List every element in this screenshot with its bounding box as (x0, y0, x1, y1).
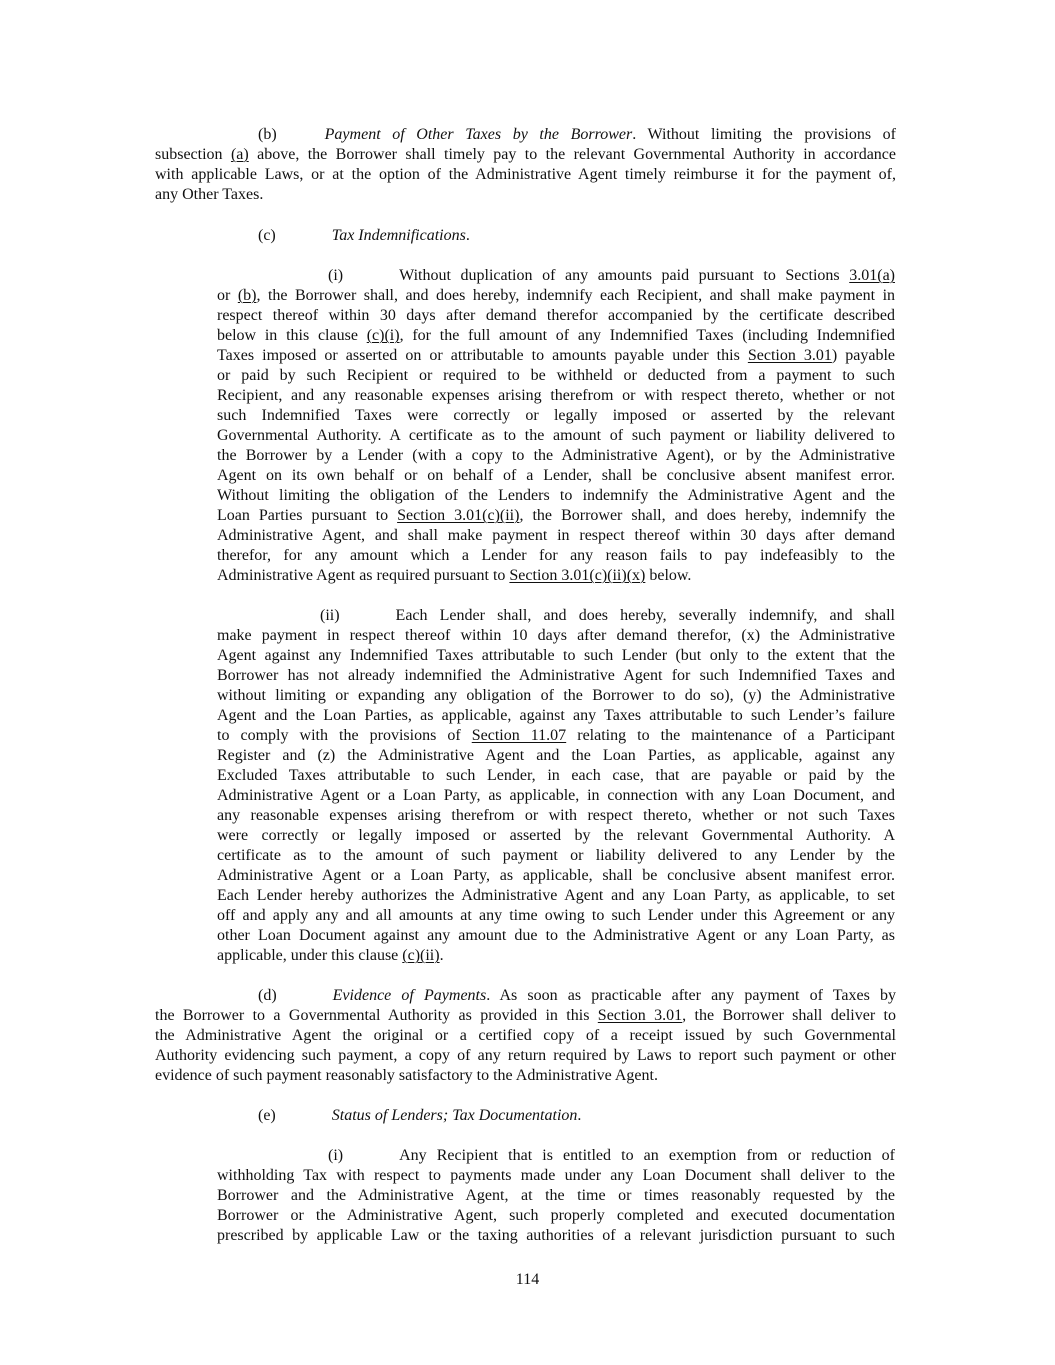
text-run: Recipient, and any reasonable expenses arising therefrom or with respect thereto, whether or not (217, 387, 895, 404)
text-line (217, 766, 895, 786)
cross-reference-link: Section 3.01(c)(ii) (397, 507, 520, 524)
text-run (277, 987, 333, 1004)
text-run: were correctly or legally imposed or asserted by the relevant Governmental Authority. A (217, 827, 895, 844)
text-line (258, 226, 858, 246)
text-line (217, 1186, 895, 1206)
text-run: . (439, 947, 444, 964)
text-run: Loan Parties pursuant to (217, 507, 398, 524)
cross-reference-link: 3.01(a) (849, 267, 895, 284)
text-line (217, 1226, 895, 1246)
text-run: above, the Borrower shall timely pay to the relevant Governmental Authority in accordance (248, 146, 896, 163)
text-line (217, 346, 895, 366)
text-run: the Borrower by a Lender (with a copy to the Administrative Agent), or by the Administrative (217, 447, 895, 464)
text-line (217, 846, 895, 866)
text-line (155, 1046, 896, 1066)
text-run: Each Lender shall, and does hereby, severally indemnify, and shall (395, 607, 895, 624)
cross-reference-link: (c)(ii) (402, 947, 440, 964)
text-line (217, 726, 895, 746)
text-run: withholding Tax with respect to payments made under any Loan Document shall deliver to the (217, 1167, 895, 1184)
text-run: Administrative Agent, and shall make payment in respect thereof within 30 days after demand (217, 527, 895, 544)
text-run: , the Borrower shall, and does hereby, indemnify each Recipient, and shall make payment in (256, 287, 896, 304)
text-line (155, 1006, 896, 1026)
text-line (328, 266, 895, 286)
section-heading: Payment of Other Taxes by the Borrower (324, 126, 633, 143)
text-run: subsection (155, 146, 231, 163)
text-run (340, 607, 396, 624)
text-run: . Without limiting the provisions of (632, 126, 896, 143)
text-line (217, 326, 895, 346)
text-line (217, 486, 895, 506)
text-run: Agent against any Indemnified Taxes attributable to such Lender (but only to the extent that the (217, 647, 895, 664)
text-line (258, 125, 896, 145)
text-run: below in this clause (217, 327, 367, 344)
text-line (155, 185, 896, 205)
text-run: or (217, 287, 238, 304)
text-line (258, 986, 896, 1006)
text-run: with applicable Laws, or at the option of the Administrative Agent timely reimburse it for the payment of, (155, 166, 896, 183)
text-line (217, 426, 895, 446)
text-run (277, 126, 325, 143)
text-line (217, 786, 895, 806)
cross-reference-link: Section 3.01 (597, 1007, 683, 1024)
text-run: or paid by such Recipient or required to be withheld or deducted from a payment to such (217, 367, 895, 384)
text-line (217, 806, 895, 826)
text-line (217, 686, 895, 706)
text-run: such Indemnified Taxes were correctly or legally imposed or asserted by the relevant (217, 407, 895, 424)
text-line (155, 145, 896, 165)
text-run: , for the full amount of any Indemnified Taxes (including Indemnified (399, 327, 896, 344)
text-run: applicable, under this clause (217, 947, 403, 964)
text-run: Administrative Agent or a Loan Party, as applicable, in connection with any Loan Document, and (217, 787, 895, 804)
text-line (217, 446, 895, 466)
text-run: (ii) (320, 607, 340, 624)
text-run: without limiting or expanding any obligation of the Borrower to do so), (y) the Administrative (217, 687, 895, 704)
text-line (217, 886, 895, 906)
text-run: Without limiting the obligation of the Lenders to indemnify the Administrative Agent and the (217, 487, 895, 504)
text-run: Governmental Authority. A certificate as to the amount of such payment or liability delivered to (217, 427, 895, 444)
text-line (258, 1106, 858, 1126)
text-line (217, 546, 895, 566)
text-run: Agent on its own behalf or on behalf of a Lender, shall be conclusive absent manifest error. (217, 467, 895, 484)
text-run: . As soon as practicable after any payment of Taxes by (486, 987, 896, 1004)
text-run: Any Recipient that is entitled to an exemption from or reduction of (399, 1147, 895, 1164)
text-run: (d) (258, 987, 277, 1004)
text-run: any reasonable expenses arising therefrom or with respect thereto, whether or not such Taxes (217, 807, 895, 824)
text-run: (b) (258, 126, 277, 143)
text-run: prescribed by applicable Law or the taxing authorities of a relevant jurisdiction pursuant to such (217, 1227, 895, 1244)
text-line (217, 506, 895, 526)
text-line (320, 606, 895, 626)
text-line (217, 1206, 895, 1226)
text-line (155, 1026, 896, 1046)
text-run: Borrower has not already indemnified the Administrative Agent for such Indemnified Taxes and (217, 667, 895, 684)
text-run: Register and (z) the Administrative Agent and the Loan Parties, as applicable, against any (217, 747, 895, 764)
text-run: Administrative Agent as required pursuant to (217, 567, 510, 584)
text-run: make payment in respect thereof within 10 days after demand therefor, (x) the Administrative (217, 627, 895, 644)
text-run: (c) (258, 227, 276, 244)
text-line (217, 826, 895, 846)
text-run: relating to the maintenance of a Participant (566, 727, 895, 744)
text-line (217, 666, 895, 686)
text-line (217, 746, 895, 766)
text-line (217, 706, 895, 726)
text-run: evidence of such payment reasonably satisfactory to the Administrative Agent. (155, 1067, 658, 1084)
cross-reference-link: Section 3.01 (747, 347, 832, 364)
text-run: . (577, 1107, 582, 1124)
text-run: Agent and the Loan Parties, as applicable, against any Taxes attributable to such Lender’s failure (217, 707, 895, 724)
text-line (217, 646, 895, 666)
text-run: certificate as to the amount of such payment or liability delivered to any Lender by the (217, 847, 895, 864)
text-run: below. (645, 567, 692, 584)
text-line (217, 466, 895, 486)
text-run: Without duplication of any amounts paid pursuant to Sections (399, 267, 850, 284)
text-run: to comply with the provisions of (217, 727, 472, 744)
text-run: Authority evidencing such payment, a copy of any return required by Laws to report such payment or other (155, 1047, 896, 1064)
text-line (217, 866, 895, 886)
cross-reference-link: (b) (237, 287, 257, 304)
text-run (276, 227, 332, 244)
text-line (217, 926, 895, 946)
cross-reference-link: (a) (230, 146, 249, 163)
text-run: ) payable (831, 347, 896, 364)
text-run: therefor, for any amount which a Lender for any reason fails to pay indefeasibly to the (217, 547, 895, 564)
text-run: off and apply any and all amounts at any time owing to such Lender under this Agreement or any (217, 907, 895, 924)
text-line (217, 286, 895, 306)
text-run: other Loan Document against any amount due to the Administrative Agent or any Loan Party, as (217, 927, 895, 944)
text-line (217, 626, 895, 646)
text-run (343, 1147, 399, 1164)
text-run: any Other Taxes. (155, 186, 264, 203)
text-line (328, 1146, 895, 1166)
text-run: (i) (328, 267, 344, 284)
text-line (217, 946, 895, 966)
cross-reference-link: Section 11.07 (471, 727, 567, 744)
page-number: 114 (515, 1271, 540, 1288)
text-run: , the Borrower shall, and does hereby, indemnify the (519, 507, 896, 524)
text-run: (i) (328, 1147, 344, 1164)
text-run: Borrower or the Administrative Agent, such properly completed and executed documentation (217, 1207, 895, 1224)
text-line (217, 566, 895, 586)
text-line (217, 906, 895, 926)
text-run (343, 267, 399, 284)
cross-reference-link: Section 3.01(c)(ii)(x) (509, 567, 646, 584)
text-line (155, 1066, 896, 1086)
text-run: Excluded Taxes attributable to such Lender, in each case, that are payable or paid by the (217, 767, 895, 784)
cross-reference-link: (c)(i) (366, 327, 400, 344)
text-line (217, 406, 895, 426)
text-line (217, 366, 895, 386)
text-line (217, 526, 895, 546)
text-line (217, 1166, 895, 1186)
text-run: Each Lender hereby authorizes the Administrative Agent and any Loan Party, as applicable, to set (217, 887, 895, 904)
text-run: respect thereof within 30 days after demand therefor accompanied by the certificate described (217, 307, 895, 324)
text-run: Administrative Agent or a Loan Party, as applicable, shall be conclusive absent manifest error. (217, 867, 895, 884)
text-line (217, 306, 895, 326)
section-heading: Tax Indemnifications (331, 227, 466, 244)
text-run: the Borrower to a Governmental Authority as provided in this (155, 1007, 598, 1024)
text-run: , the Borrower shall deliver to (682, 1007, 896, 1024)
text-run: . (465, 227, 470, 244)
text-run: (e) (258, 1107, 276, 1124)
text-line (217, 386, 895, 406)
text-line (155, 165, 896, 185)
section-heading: Evidence of Payments (332, 987, 487, 1004)
text-run (276, 1107, 332, 1124)
section-heading: Status of Lenders; Tax Documentation (331, 1107, 578, 1124)
text-run: Borrower and the Administrative Agent, at the time or times reasonably requested by the (217, 1187, 895, 1204)
text-run: the Administrative Agent the original or a certified copy of a receipt issued by such Governmental (155, 1027, 896, 1044)
text-run: Taxes imposed or asserted on or attributable to amounts payable under this (217, 347, 748, 364)
